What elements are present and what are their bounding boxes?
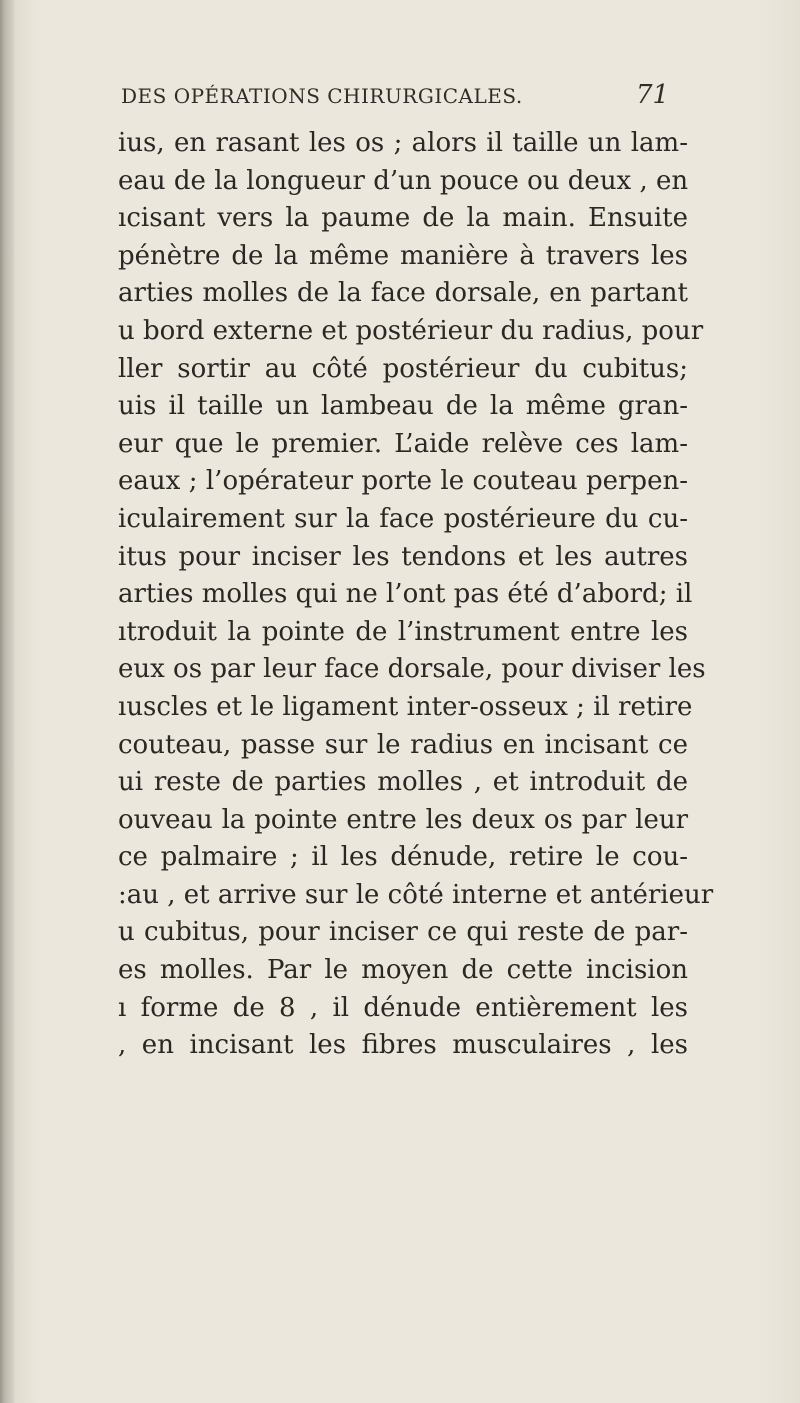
text-line: u bord externe et postérieur du radius, pour	[118, 315, 704, 346]
text-line: iculairement sur la face postérieure du cu-	[118, 503, 688, 534]
page-header	[0, 80, 800, 118]
text-line: es molles. Par le moyen de cette incision	[118, 955, 688, 986]
text-line: ui reste de parties molles , et introduit de	[118, 767, 688, 798]
text-line: eur que le premier. L’aide relève ces lam-	[118, 428, 688, 459]
text-line: pénètre de la même manière à travers les	[118, 240, 688, 271]
text-line: arties molles de la face dorsale, en partant	[118, 278, 688, 309]
text-line: ı forme de 8 , il dénude entièrement les	[118, 992, 688, 1023]
text-line: , en incisant les fibres musculaires , les	[118, 1030, 688, 1061]
text-line: ller sortir au côté postérieur du cubitus;	[118, 353, 688, 384]
text-line: eau de la longueur d’un pouce ou deux , en	[118, 165, 689, 196]
text-line: ıuscles et le ligament inter-osseux ; il retire	[118, 691, 693, 722]
page-number: 71	[636, 80, 670, 110]
text-line: u cubitus, pour inciser ce qui reste de par-	[118, 917, 688, 948]
text-line: uis il taille un lambeau de la même gran-	[118, 391, 688, 422]
text-line: ce palmaire ; il les dénude, retire le cou-	[118, 842, 688, 873]
text-line: arties molles qui ne l’ont pas été d’abord; il	[118, 579, 693, 610]
text-line: eaux ; l’opérateur porte le couteau perpen-	[118, 466, 688, 497]
text-line: couteau, passe sur le radius en incisant ce	[118, 729, 688, 760]
body-text	[118, 125, 714, 1225]
text-line: :au , et arrive sur le côté interne et antérieur	[118, 879, 714, 910]
text-line: ıtroduit la pointe de l’instrument entre les	[118, 616, 688, 647]
text-line: ıcisant vers la paume de la main. Ensuite	[118, 203, 688, 234]
text-line: ouveau la pointe entre les deux os par leur	[118, 804, 688, 835]
text-line: itus pour inciser les tendons et les autres	[118, 541, 688, 572]
page-gutter-shadow	[0, 0, 14, 1403]
running-head: DES OPÉRATIONS CHIRURGICALES.	[121, 84, 523, 108]
text-line: ius, en rasant les os ; alors il taille un lam-	[118, 128, 688, 158]
text-line: eux os par leur face dorsale, pour diviser les	[118, 654, 706, 685]
